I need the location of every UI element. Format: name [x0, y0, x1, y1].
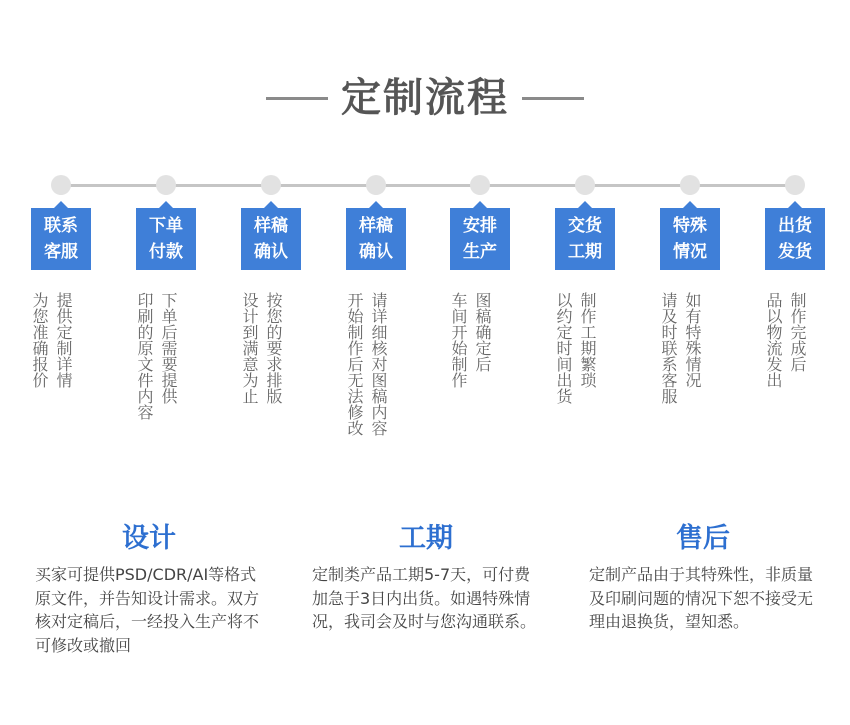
step-label-box [555, 208, 615, 270]
step-label-line2: 生产 [463, 242, 497, 262]
step-desc-col1: 制作工期繁琐 [578, 292, 597, 388]
timeline-dot [51, 175, 71, 195]
info-title: 售后 [676, 523, 730, 554]
timeline-dot [785, 175, 805, 195]
step-desc-col2: 设计到满意为止 [240, 292, 259, 404]
title-row [0, 70, 850, 126]
step-desc-col1: 如有特殊情况 [683, 292, 702, 388]
timeline-dot [680, 175, 700, 195]
step-description [553, 292, 597, 404]
step-description [29, 292, 73, 388]
step-label-box [241, 208, 301, 270]
step-desc-col2: 车间开始制作 [449, 292, 468, 388]
step-desc-col1: 请详细核对图稿内容 [369, 292, 388, 436]
step-label-line2: 客服 [44, 242, 78, 262]
step-label-line2: 付款 [149, 242, 183, 262]
step-label-box [660, 208, 720, 270]
step-desc-col1: 制作完成后 [788, 292, 807, 372]
step-label-box [31, 208, 91, 270]
step-label-box [765, 208, 825, 270]
info-text: 定制产品由于其特殊性，非质量及印刷问题的情况下恕不接受无理由退换货，望知悉。 [589, 565, 814, 631]
step-label-line2: 确认 [254, 242, 288, 262]
step-description [344, 292, 388, 436]
step-desc-col2: 品以物流发出 [764, 292, 783, 388]
step-label-line2: 情况 [673, 242, 707, 262]
step-desc-col1: 下单后需要提供 [159, 292, 178, 404]
step-label-box [136, 208, 196, 270]
info-block-schedule [312, 522, 540, 634]
step-desc-col1: 图稿确定后 [473, 292, 492, 372]
info-block-design [35, 522, 263, 657]
step-label-line1: 出货 [778, 216, 812, 236]
step-label-line1: 样稿 [359, 216, 393, 236]
info-text: 买家可提供PSD/CDR/AI等格式原文件，并告知设计需求。双方核对定稿后，一经投入生产将不可修改或撤回 [35, 565, 260, 655]
step-desc-col1: 按您的要求排版 [264, 292, 283, 404]
page-title: 定制流程 [341, 75, 509, 121]
info-block-aftersales [589, 522, 817, 634]
step-description [448, 292, 492, 388]
step-description [239, 292, 283, 404]
timeline-dot [470, 175, 490, 195]
step-label-line2: 工期 [568, 242, 602, 262]
step-desc-col2: 开始制作后无法修改 [345, 292, 364, 436]
timeline-dot [261, 175, 281, 195]
step-label-line2: 确认 [359, 242, 393, 262]
step-description [134, 292, 178, 420]
step-desc-col2: 印刷的原文件内容 [135, 292, 154, 420]
timeline-dot [575, 175, 595, 195]
step-desc-col2: 以约定时间出货 [554, 292, 573, 404]
step-label-box [346, 208, 406, 270]
step-desc-col1: 提供定制详情 [54, 292, 73, 388]
step-label-line1: 特殊 [673, 216, 707, 236]
step-label-box [450, 208, 510, 270]
step-label-line1: 联系 [44, 216, 78, 236]
step-label-line2: 发货 [778, 242, 812, 262]
step-description [658, 292, 702, 404]
step-label-line1: 下单 [149, 216, 183, 236]
step-description [763, 292, 807, 388]
info-title: 工期 [399, 523, 453, 554]
timeline-dot [366, 175, 386, 195]
step-label-line1: 安排 [463, 216, 497, 236]
info-title: 设计 [122, 523, 176, 554]
title-divider-right [522, 97, 584, 100]
step-label-line1: 交货 [568, 216, 602, 236]
timeline-dot [156, 175, 176, 195]
step-desc-col2: 为您准确报价 [30, 292, 49, 388]
step-desc-col2: 请及时联系客服 [659, 292, 678, 404]
step-label-line1: 样稿 [254, 216, 288, 236]
info-text: 定制类产品工期5-7天，可付费加急于3日内出货。如遇特殊情况，我司会及时与您沟通联系。 [312, 565, 537, 631]
